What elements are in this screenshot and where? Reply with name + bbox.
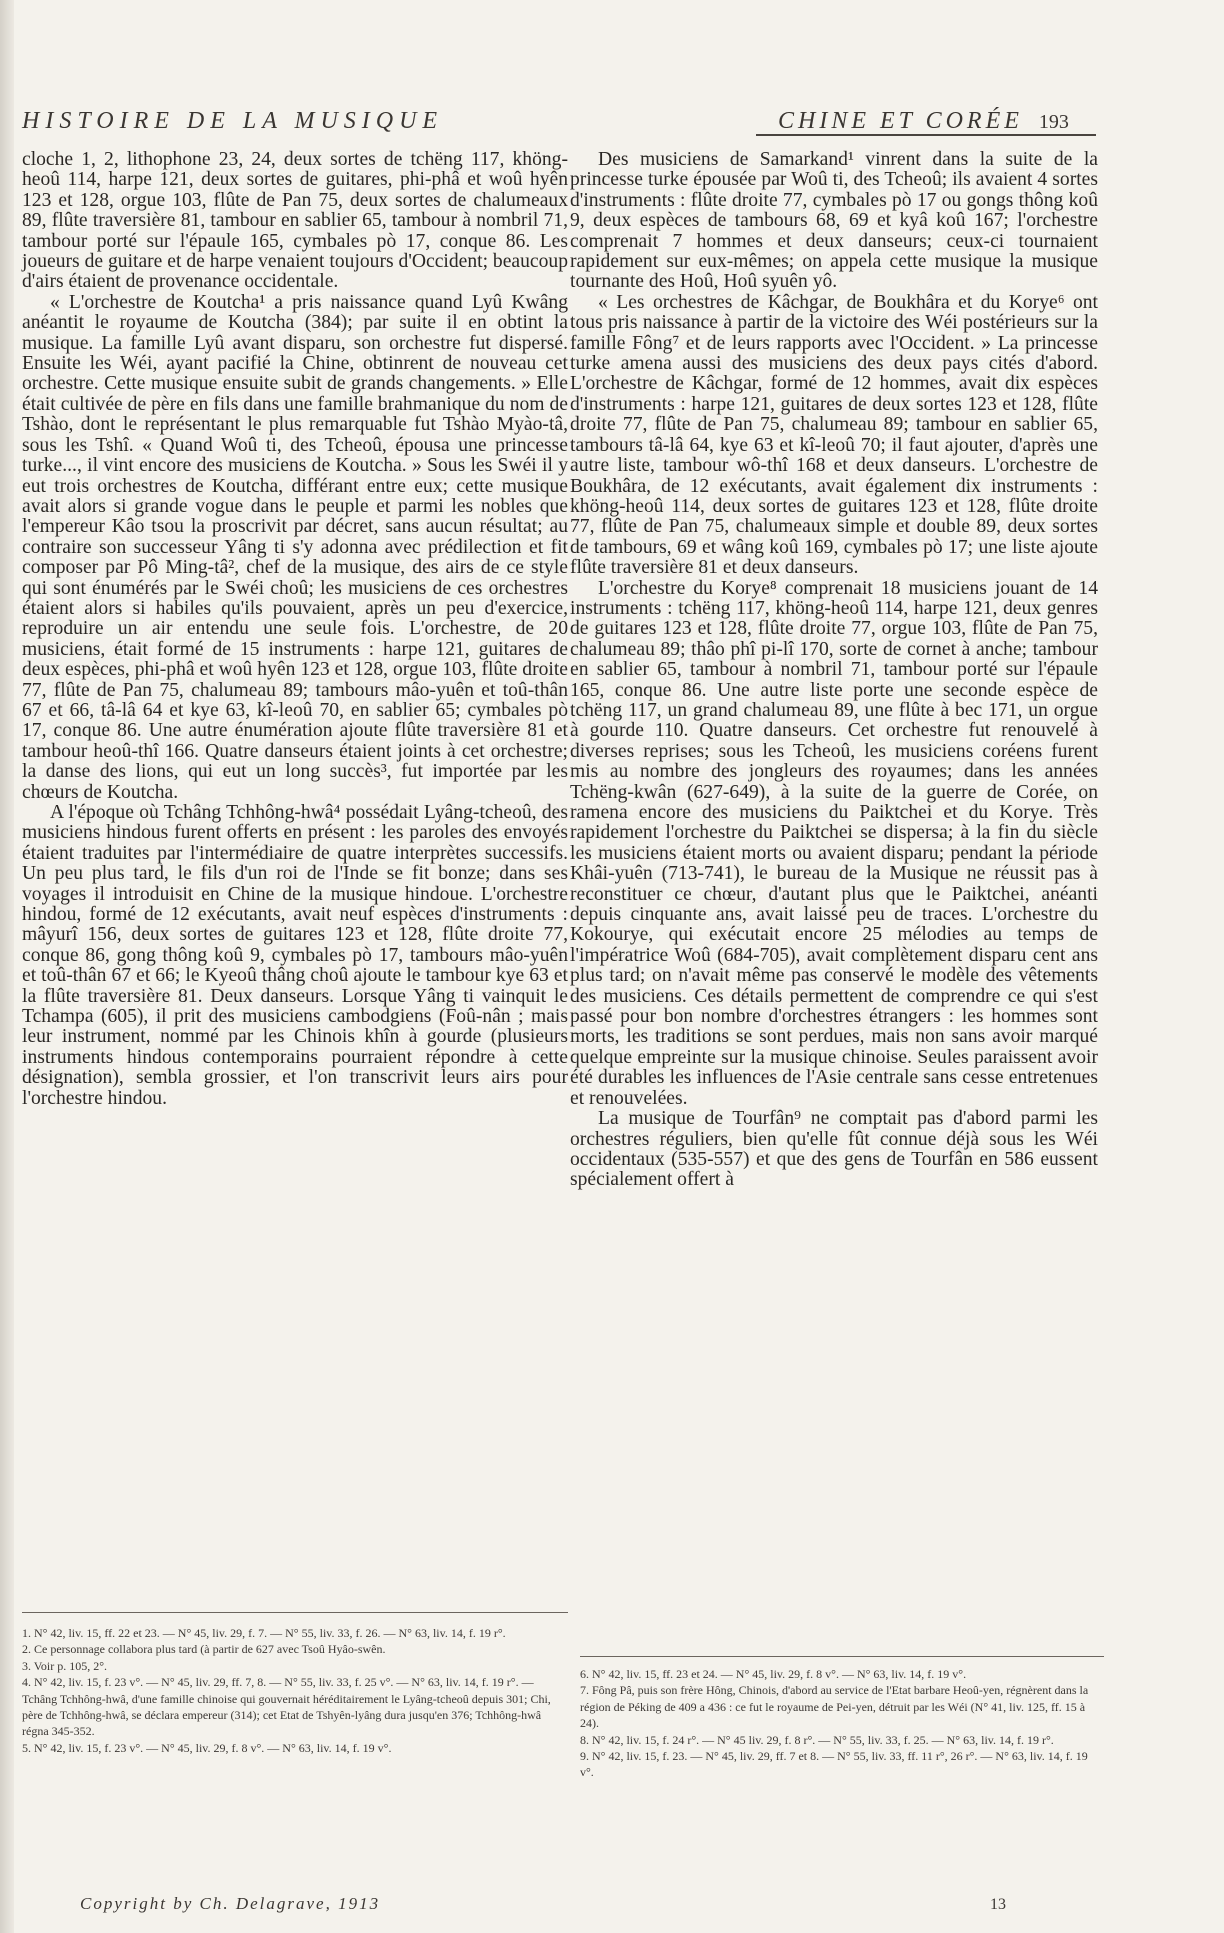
footnote-separator-right — [580, 1656, 1104, 1657]
footnote: 1. N° 42, liv. 15, ff. 22 et 23. — N° 45, liv. 29, f. 7. — N° 55, liv. 33, f. 26. — N° 63, liv. 14, f. 19 r°. — [22, 1626, 506, 1640]
footnote: 4. N° 42, liv. 15, f. 23 v°. — N° 45, liv. 29, ff. 7, 8. — N° 55, liv. 33, f. 25 v°. — N° 63, liv. 14, f. 19 r°. — Tchâng Tchhông-hwâ, d'une famille chinoise qui gouvernait héréditairement le Lyâng-tcheoû depuis 301; Chi, père de Tchhông-hwâ, se déclara empereur (314); cet Etat de Tshyên-lyâng dura jusqu'en 376; Tchhông-hwâ régna 345-352. — [22, 1675, 551, 1739]
footnote: 6. N° 42, liv. 15, ff. 23 et 24. — N° 45, liv. 29, f. 8 v°. — N° 63, liv. 14, f. 19 v°. — [580, 1667, 967, 1681]
page-number: 193 — [1038, 111, 1069, 133]
header-rule — [756, 134, 1096, 136]
footnote: 9. N° 42, liv. 15, f. 23. — N° 45, liv. 29, ff. 7 et 8. — N° 55, liv. 33, ff. 11 r°, 26 r°. — N° 63, liv. 14, f. 19 v°. — [580, 1749, 1088, 1780]
left-column — [22, 150, 568, 1109]
footnote-separator-left — [22, 1612, 568, 1613]
footnotes-left — [22, 1625, 568, 1756]
binding-shadow — [0, 0, 14, 1933]
folio-number: 13 — [990, 1896, 1006, 1913]
paragraph: L'orchestre du Korye⁸ comprenait 18 musiciens jouant de 14 instruments : tchëng 117, khöng-heoû 114, harpe 121, deux genres de guitares 123 et 128, flûte droite 77, orgue 103, flûte de Pan 75, chalumeau 89; thâo phî pi-lî 170, sorte de cornet à anche; tambour en sablier 65, tambour à nombril 71, tambour porté sur l'épaule 165, conque 86. Une autre liste porte une seconde espèce de tchëng 117, un grand chalumeau 89, une flûte à bec 171, un orgue à gourde 110. Quatre danseurs. Cet orchestre fut renouvelé à diverses reprises; sous les Tcheoû, les musiciens coréens furent mis au nombre des jongleurs des royaumes; dans les années Tchëng-kwân (627-649), à la suite de la guerre de Corée, on ramena encore des musiciens du Paiktchei et du Korye. Très rapidement l'orchestre du Paiktchei se dispersa; à la fin du siècle les musiciens étaient morts ou avaient disparu; pendant la période Khâi-yuên (713-741), le bureau de la Musique ne réussit pas à reconstituer ce chœur, d'autant plus que le Paiktchei, anéanti depuis cinquante ans, avait laissé peu de traces. L'orchestre du Kokourye, qui exécutait encore 25 mélodies au temps de l'impératrice Woû (684-705), avait complètement disparu cent ans plus tard; on n'avait même pas conservé le modèle des vêtements des musiciens. Ces détails permettent de comprendre ce qui s'est passé pour bon nombre d'orchestres étrangers : les hommes sont morts, les traditions se sont perdues, mais non sans avoir marqué quelque empreinte sur la musique chinoise. Seules paraissent avoir été durables les influences de l'Asie centrale sans cesse entretenues et renouvelées. — [570, 577, 1098, 1109]
footnotes-right — [580, 1666, 1104, 1781]
right-column — [570, 150, 1098, 1191]
footnote: 2. Ce personnage collabora plus tard (à partir de 627 avec Tsoû Hyâo-swên. — [22, 1642, 386, 1657]
paragraph: A l'époque où Tchâng Tchhông-hwâ⁴ possédait Lyâng-tcheoû, des musiciens hindous furent offerts en présent : les paroles des envoyés étaient traduites par l'intermédiaire de quatre interprètes successifs. Un peu plus tard, le fils d'un roi de l'Inde se fit bonze; dans ses voyages il introduisit en Chine de la musique hindoue. L'orchestre hindou, formé de 12 exécutants, avait neuf espèces d'instruments : mâyurî 156, deux sortes de guitares 123 et 128, flûte droite 77, conque 86, gong thông koû 9, cymbales pò 17, tambours mâo-yuên et toû-thân 67 et 66; le Kyeoû thâng choû ajoute le tambour kye 63 et la flûte traversière 81. Deux danseurs. Lorsque Yâng ti vainquit le Tchampa (605), il prit des musiciens cambodgiens (Foû-nân ; mais leur instrument, nommé par les Chinois khîn à gourde (plusieurs instruments hindous contemporains pourraient répondre à cette désignation), sembla grossier, et l'on transcrivit leurs airs pour l'orchestre hindou. — [22, 802, 568, 1109]
paragraph: « Les orchestres de Kâchgar, de Boukhâra et du Korye⁶ ont tous pris naissance à partir de la victoire des Wéi postérieurs sur la famille Fông⁷ et de leurs rapports avec l'Occident. » La princesse turke amena aussi des musiciens des deux pays cités d'abord. L'orchestre de Kâchgar, formé de 12 hommes, avait dix espèces d'instruments : harpe 121, guitares de deux sortes 123 et 128, flûte droite 77, flûte de Pan 75, chalumeau 89; tambour en sablier 65, tambours tâ-lâ 64, kye 63 et kî-leoû 70; il faut ajouter, d'après une autre liste, tambour wô-thî 168 et deux danseurs. L'orchestre de Boukhâra, de 12 exécutants, avait également dix instruments : khöng-heoû 114, deux sortes de guitares 123 et 128, flûte droite 77, flûte de Pan 75, chalumeaux simple et double 89, deux sortes de tambours, 69 et wâng koû 169, cymbales pò 17; une liste ajoute flûte traversière 81 et deux danseurs. — [570, 291, 1098, 579]
paragraph: La musique de Tourfân⁹ ne comptait pas d'abord parmi les orchestres réguliers, bien qu'elle fût connue déjà sous les Wéi occidentaux (535-557) et que des gens de Tourfân en 586 eussent spécialement offert à — [570, 1108, 1098, 1191]
running-head-title: CHINE ET CORÉE — [778, 108, 1023, 134]
running-head-right — [778, 108, 1069, 135]
paragraph: Des musiciens de Samarkand¹ vinrent dans la suite de la princesse turke épousée par Woû ti, des Tcheoû; ils avaient 4 sortes d'instruments : flûte droite 77, cymbales pò 17 ou gongs thông koû 9, deux espèces de tambours 68, 69 et kyâ koû 167; l'orchestre comprenait 7 hommes et deux danseurs; ceux-ci tournaient rapidement sur eux-mêmes; on appela cette musique la musique tournante des Hoû, Hoû syuên yô. — [570, 149, 1098, 293]
footnote: 7. Fông Pâ, puis son frère Hông, Chinois, d'abord au service de l'Etat barbare Heoû-yen, régnèrent dans la région de Péking de 409 a 436 : ce fut le royaume de Pei-yen, détruit par les Wéi (N° 41, liv. 125, ff. 15 à 24). — [580, 1683, 1089, 1731]
copyright-line: Copyright by Ch. Delagrave, 1913 — [80, 1894, 381, 1913]
footnote: 3. Voir p. 105, 2°. — [22, 1658, 108, 1673]
paragraph: cloche 1, 2, lithophone 23, 24, deux sortes de tchëng 117, khöng-heoû 114, harpe 121, deux sortes de guitares, phi-phâ et woû hyên 123 et 128, orgue 103, flûte de Pan 75, deux sortes de chalumeaux 89, flûte traversière 81, tambour en sablier 65, tambour à nombril 71, tambour porté sur l'épaule 165, cymbales pò 17, conque 86. Les joueurs de guitare et de harpe venaient toujours d'Occident; beaucoup d'airs étaient de provenance occidentale. — [22, 149, 568, 293]
running-head-left: HISTOIRE DE LA MUSIQUE — [22, 108, 444, 134]
paragraph: « L'orchestre de Koutcha¹ a pris naissance quand Lyû Kwâng anéantit le royaume de Koutcha (384); par suite il en obtint la musique. La famille Lyû avant disparu, son orchestre fut dispersé. Ensuite les Wéi, ayant pacifié la Chine, obtinrent de nouveau cet orchestre. Cette musique ensuite subit de grands changements. » Elle était cultivée de père en fils dans une famille brahmanique du nom de Tshào, dont le représentant le plus remarquable fut Tshào Myào-tâ, sous les Tshî. « Quand Woû ti, des Tcheoû, épousa une princesse turke..., il vint encore des musiciens de Koutcha. » Sous les Swéi il y eut trois orchestres de Koutcha, différant entre eux; cette musique avait alors si grande vogue dans le peuple et parmi les nobles que l'empereur Kâo tsou la proscrivit par décret, sans aucun résultat; au contraire son successeur Yâng ti s'y adonna avec prédilection et fit composer par Pô Ming-tâ², chef de la musique, des airs de ce style qui sont énumérés par le Swéi choû; les musiciens de ces orchestres étaient alors si habiles qu'ils pouvaient, après un peu d'exercice, reproduire un air entendu une seule fois. L'orchestre, de 20 musiciens, était formé de 15 instruments : harpe 121, guitares de deux espèces, phi-phâ et woû hyên 123 et 128, orgue 103, flûte droite 77, flûte de Pan 75, chalumeau 89; tambours mâo-yuên et toû-thân 67 et 66, tâ-lâ 64 et kye 63, kî-leoû 70, en sablier 65; cymbales pò 17, conque 86. Une autre énumération ajoute flûte traversière 81 et tambour heoû-thî 166. Quatre danseurs étaient joints à cet orchestre; la danse des lions, qui eut un long succès³, fut importée par les chœurs de Koutcha. — [22, 291, 568, 803]
footnote: 8. N° 42, liv. 15, f. 24 r°. — N° 45 liv. 29, f. 8 r°. — N° 55, liv. 33, f. 25. — N° 63, liv. 14, f. 19 r°. — [580, 1732, 1054, 1747]
footnote: 5. N° 42, liv. 15, f. 23 v°. — N° 45, liv. 29, f. 8 v°. — N° 63, liv. 14, f. 19 v°. — [22, 1740, 392, 1755]
